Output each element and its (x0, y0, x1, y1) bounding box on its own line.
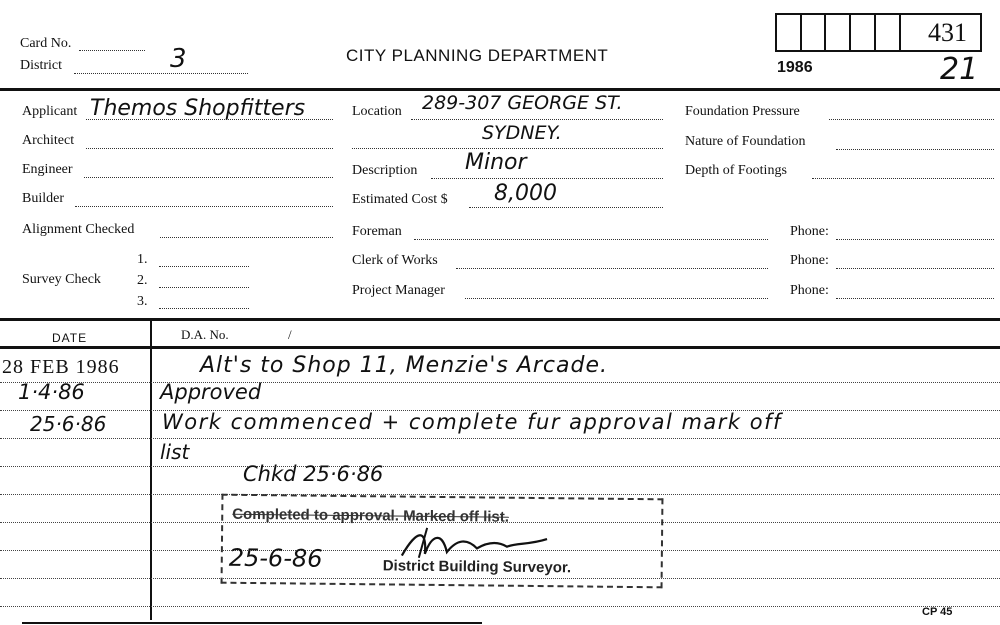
architect-label: Architect (22, 133, 75, 148)
stamp-line-1: Completed to approval. Marked off list. (232, 505, 510, 526)
header-divider (0, 88, 1000, 91)
entry-2-date: 1·4·86 (18, 380, 85, 404)
foreman-phone-label: Phone: (790, 224, 829, 239)
date-column-divider (150, 320, 152, 620)
location-line-1: 289-307 GEORGE ST. (422, 92, 623, 114)
project-manager-label: Project Manager (352, 283, 445, 298)
nature-of-foundation-label: Nature of Foundation (685, 134, 806, 149)
stamp-date: 25-6-86 (228, 543, 323, 573)
district-label: District (20, 58, 62, 73)
foreman-label: Foreman (352, 224, 402, 239)
entry-1-text: Alt's to Shop 11, Menzie's Arcade. (200, 353, 608, 378)
form-code: CP 45 (922, 606, 953, 618)
entry-3-text: Work commenced + complete fur approval mark off (162, 410, 782, 434)
card-no-line (79, 50, 145, 51)
card-no-label: Card No. (20, 36, 72, 51)
entry-2-text: Approved (160, 380, 262, 404)
applicant-label: Applicant (22, 104, 78, 119)
survey-item-1: 1. (137, 252, 148, 267)
card-number: 431 (928, 18, 967, 47)
location-line-2: SYDNEY. (482, 122, 562, 144)
survey-item-3: 3. (137, 294, 148, 309)
handwritten-number: 21 (940, 52, 979, 87)
survey-check-label: Survey Check (22, 272, 101, 287)
entry-4-text: list (160, 440, 190, 464)
bottom-edge-line (22, 622, 482, 624)
da-slash: / (288, 327, 292, 342)
entry-1-date: 28 FEB 1986 (2, 356, 120, 378)
clerk-of-works-label: Clerk of Works (352, 253, 438, 268)
clerk-phone-label: Phone: (790, 253, 829, 268)
district-line (74, 73, 248, 74)
alignment-label: Alignment Checked (22, 222, 135, 237)
location-label: Location (352, 104, 402, 119)
pm-phone-label: Phone: (790, 283, 829, 298)
da-number-header: D.A. No. (181, 327, 229, 342)
year-label: 1986 (777, 59, 813, 76)
depth-of-footings-label: Depth of Footings (685, 163, 787, 178)
completion-stamp (221, 494, 664, 589)
engineer-label: Engineer (22, 162, 73, 177)
description-label: Description (352, 163, 418, 178)
estimated-cost-value: 8,000 (494, 181, 557, 206)
district-value: 3 (170, 44, 187, 74)
builder-label: Builder (22, 191, 64, 206)
department-title: CITY PLANNING DEPARTMENT (346, 46, 609, 65)
entry-5-text: Chkd 25·6·86 (243, 462, 384, 486)
log-header-bottom (0, 346, 1000, 349)
applicant-value: Themos Shopfitters (90, 96, 306, 121)
foundation-pressure-label: Foundation Pressure (685, 104, 800, 119)
entry-3-date: 25·6·86 (30, 412, 107, 436)
date-column-header: DATE (52, 331, 88, 345)
stamp-title: District Building Surveyor. (382, 557, 572, 577)
description-value: Minor (465, 150, 527, 175)
survey-item-2: 2. (137, 273, 148, 288)
estimated-cost-label: Estimated Cost $ (352, 192, 448, 207)
